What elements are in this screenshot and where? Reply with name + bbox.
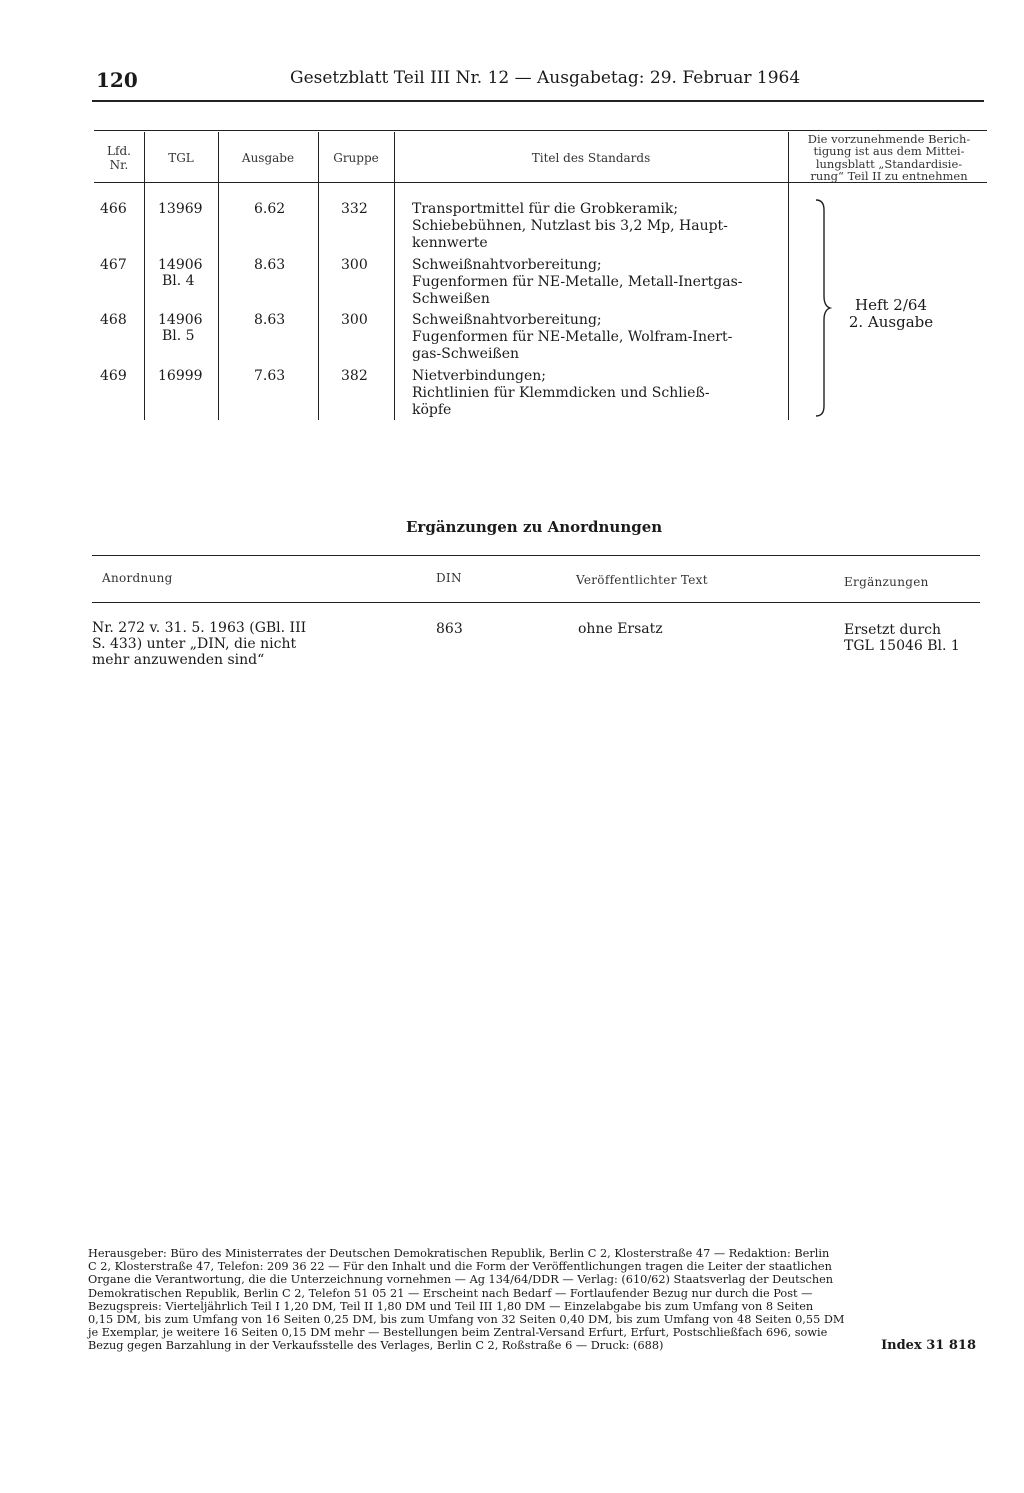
supplements-top-rule bbox=[92, 555, 980, 556]
titel-line: Richtlinien für Klemmdicken und Schließ- bbox=[412, 385, 710, 401]
cell-ausgabe: 6.62 bbox=[254, 201, 286, 217]
imprint-footer bbox=[88, 1247, 976, 1353]
cell-text: ohne Ersatz bbox=[578, 621, 663, 637]
header-tgl: TGL bbox=[168, 151, 194, 165]
header-text: Veröffentlichter Text bbox=[576, 573, 708, 587]
cell-tgl: 14906 bbox=[158, 312, 203, 328]
table-top-rule bbox=[94, 130, 987, 131]
cell-titel bbox=[412, 368, 782, 419]
note-value bbox=[846, 297, 936, 331]
header-ergaenzungen: Ergänzungen bbox=[844, 575, 929, 589]
note-value-line: 2. Ausgabe bbox=[848, 313, 934, 331]
cell-ausgabe: 7.63 bbox=[254, 368, 286, 384]
anordnung-line: S. 433) unter „DIN, die nicht bbox=[92, 636, 297, 652]
section-title: Ergänzungen zu Anordnungen bbox=[406, 518, 663, 536]
cell-anordnung bbox=[92, 620, 342, 668]
header-gruppe: Gruppe bbox=[333, 151, 379, 165]
titel-line: Fugenformen für NE-Metalle, Metall-Inertgas- bbox=[412, 274, 743, 290]
imprint-line: Demokratischen Republik, Berlin C 2, Telefon 51 05 21 — Erscheint nach Bedarf — Fortlaufender Bezug nur durch die Post — bbox=[88, 1286, 813, 1300]
imprint-line: 0,15 DM, bis zum Umfang von 16 Seiten 0,25 DM, bis zum Umfang von 32 Seiten 0,40 DM, bis zum Umfang von 48 Seiten 0,55 DM bbox=[88, 1313, 845, 1327]
imprint-line: Organe die Verantwortung, die die Unterzeichnung vornehmen — Ag 134/64/DDR — Verlag: (610/62) Staatsverlag der Deutschen bbox=[88, 1273, 834, 1287]
cell-titel bbox=[412, 257, 782, 308]
imprint-line: Bezugspreis: Vierteljährlich Teil I 1,20 DM, Teil II 1,80 DM und Teil III 1,80 DM — Einzelabgabe bis zum Umfang von 8 Seiten bbox=[88, 1299, 814, 1313]
note-value-line: Heft 2/64 bbox=[855, 296, 927, 314]
header-note-line: tigung ist aus dem Mittei- bbox=[813, 144, 965, 159]
cell-tgl-sub: Bl. 4 bbox=[162, 273, 195, 289]
cell-gruppe: 300 bbox=[341, 257, 368, 273]
titel-line: kennwerte bbox=[412, 235, 488, 251]
col-divider bbox=[218, 132, 219, 420]
titel-line: Schweißnahtvorbereitung; bbox=[412, 257, 602, 273]
cell-din: 863 bbox=[436, 621, 463, 637]
cell-tgl-sub: Bl. 5 bbox=[162, 328, 195, 344]
titel-line: köpfe bbox=[412, 402, 452, 418]
titel-line: Schweißnahtvorbereitung; bbox=[412, 312, 602, 328]
header-anordnung: Anordnung bbox=[102, 571, 173, 585]
page-number: 120 bbox=[96, 68, 138, 92]
header-note-line: Die vorzunehmende Berich- bbox=[807, 132, 971, 146]
cell-titel bbox=[412, 312, 782, 363]
col-divider bbox=[788, 132, 789, 420]
cell-nr: 468 bbox=[100, 312, 127, 328]
index-number: Index 31 818 bbox=[881, 1338, 976, 1354]
cell-ausgabe: 8.63 bbox=[254, 312, 286, 328]
supplements-header-rule bbox=[92, 602, 980, 603]
imprint-line: C 2, Klosterstraße 47, Telefon: 209 36 22 — Für den Inhalt und die Form der Veröffentlichungen tragen die Leiter der staatlichen bbox=[88, 1260, 832, 1274]
cell-gruppe: 332 bbox=[341, 201, 368, 217]
header-lfd-nr bbox=[94, 144, 144, 172]
titel-line: Nietverbindungen; bbox=[412, 368, 546, 384]
cell-ergaenzungen bbox=[844, 622, 984, 654]
header-rule bbox=[92, 100, 984, 102]
header-note bbox=[790, 133, 988, 182]
titel-line: Transportmittel für die Grobkeramik; bbox=[412, 201, 679, 217]
header-note-line: rung“ Teil II zu entnehmen bbox=[810, 168, 968, 183]
page-header-title: Gesetzblatt Teil III Nr. 12 — Ausgabetag: 29. Februar 1964 bbox=[290, 68, 801, 88]
col-divider bbox=[144, 132, 145, 420]
cell-gruppe: 382 bbox=[341, 368, 368, 384]
header-din: DIN bbox=[436, 571, 462, 585]
imprint-line: Herausgeber: Büro des Ministerrates der Deutschen Demokratischen Republik, Berlin C 2, Klosterstraße 47 — Redaktion: Berlin bbox=[88, 1247, 830, 1260]
anordnung-line: Nr. 272 v. 31. 5. 1963 (GBl. III bbox=[92, 620, 307, 636]
titel-line: gas-Schweißen bbox=[412, 346, 520, 362]
header-titel: Titel des Standards bbox=[531, 151, 651, 165]
header-note-line: lungsblatt „Standardisie- bbox=[815, 156, 963, 171]
cell-nr: 467 bbox=[100, 257, 127, 273]
cell-nr: 466 bbox=[100, 201, 127, 217]
ergaenzungen-line: Ersetzt durch bbox=[844, 622, 941, 638]
header-nr: Nr. bbox=[109, 158, 129, 172]
cell-titel bbox=[412, 201, 782, 252]
titel-line: Schiebebühnen, Nutzlast bis 3,2 Mp, Haupt- bbox=[412, 218, 728, 234]
anordnung-line: mehr anzuwenden sind“ bbox=[92, 652, 265, 668]
cell-tgl: 16999 bbox=[158, 368, 203, 384]
titel-line: Schweißen bbox=[412, 291, 490, 307]
cell-tgl: 14906 bbox=[158, 257, 203, 273]
header-lfd: Lfd. bbox=[107, 144, 131, 158]
curly-brace-icon bbox=[812, 198, 832, 418]
col-divider bbox=[318, 132, 319, 420]
cell-nr: 469 bbox=[100, 368, 127, 384]
col-divider bbox=[394, 132, 395, 420]
cell-gruppe: 300 bbox=[341, 312, 368, 328]
cell-tgl: 13969 bbox=[158, 201, 203, 217]
titel-line: Fugenformen für NE-Metalle, Wolfram-Inert- bbox=[412, 329, 733, 345]
cell-ausgabe: 8.63 bbox=[254, 257, 286, 273]
ergaenzungen-line: TGL 15046 Bl. 1 bbox=[844, 638, 960, 654]
imprint-line: je Exemplar, je weitere 16 Seiten 0,15 DM mehr — Bestellungen beim Zentral-Versand Erfurt, Erfurt, Postschließfach 696, sowie bbox=[88, 1326, 828, 1340]
header-ausgabe: Ausgabe bbox=[241, 151, 295, 165]
imprint-line: Bezug gegen Barzahlung in der Verkaufsstelle des Verlages, Berlin C 2, Roßstraße 6 — Druck: (688) bbox=[88, 1339, 664, 1353]
